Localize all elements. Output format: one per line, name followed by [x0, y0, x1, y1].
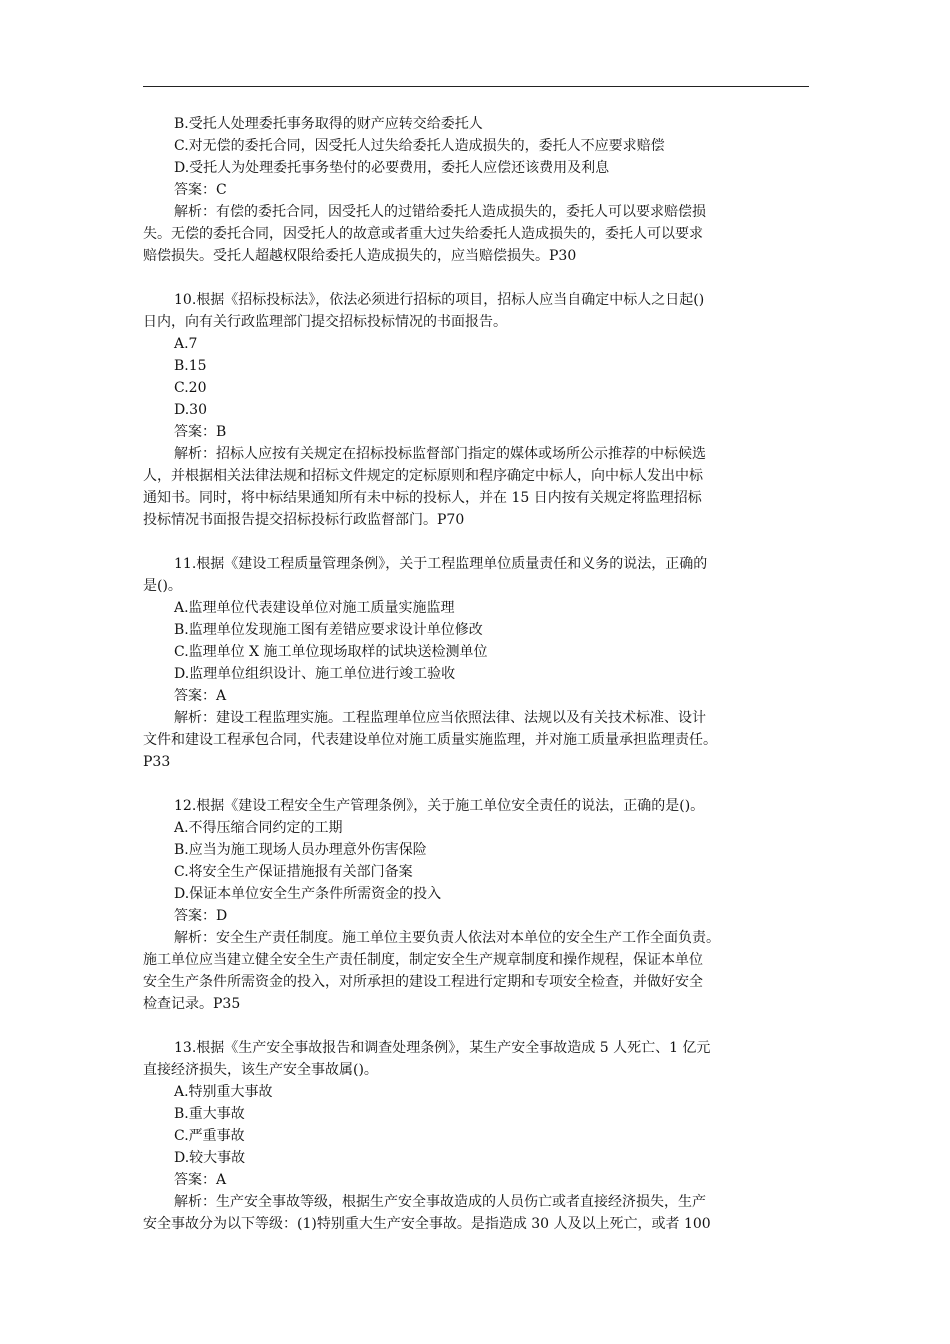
question-stem: 12.根据《建设工程安全生产管理条例》，关于施工单位安全责任的说法，正确的是()。 — [174, 798, 705, 814]
option-c: C.对无偿的委托合同，因受托人过失给委托人造成损失的，委托人不应要求赔偿 — [174, 138, 665, 154]
header-rule — [143, 86, 809, 87]
question-13 — [143, 1037, 809, 1235]
analysis-line: 解析：生产安全事故等级，根据生产安全事故造成的人员伤亡或者直接经济损失，生产 — [174, 1194, 706, 1210]
question-12 — [143, 795, 809, 1015]
question-stem: 10.根据《招标投标法》，依法必须进行招标的项目，招标人应当自确定中标人之日起() — [174, 292, 705, 308]
spacer — [143, 267, 809, 289]
option-b: B.重大事故 — [174, 1106, 245, 1122]
option-c: C.将安全生产保证措施报有关部门备案 — [174, 864, 413, 880]
question-stem: 13.根据《生产安全事故报告和调查处理条例》，某生产安全事故造成 5 人死亡、1 亿元 — [174, 1040, 711, 1056]
analysis-line: 解析：有偿的委托合同，因受托人的过错给委托人造成损失的，委托人可以要求赔偿损 — [174, 204, 706, 220]
answer: 答案：A — [174, 1172, 227, 1188]
option-b: B.应当为施工现场人员办理意外伤害保险 — [174, 842, 427, 858]
question-9 — [143, 113, 809, 267]
option-b: B.15 — [174, 358, 207, 374]
spacer — [143, 773, 809, 795]
option-a: A.特别重大事故 — [174, 1084, 273, 1100]
question-11 — [143, 553, 809, 773]
analysis-line: 人，并根据相关法律法规和招标文件规定的定标原则和程序确定中标人，向中标人发出中标 — [143, 468, 703, 484]
answer: 答案：B — [174, 424, 227, 440]
option-b: B.受托人处理委托事务取得的财产应转交给委托人 — [174, 116, 483, 132]
option-b: B.监理单位发现施工图有差错应要求设计单位修改 — [174, 622, 483, 638]
answer: 答案：C — [174, 182, 227, 198]
analysis-line: 投标情况书面报告提交招标投标行政监督部门。P70 — [143, 512, 465, 528]
analysis-line: P33 — [143, 754, 171, 770]
analysis-line: 检查记录。P35 — [143, 996, 241, 1012]
analysis-line: 解析：安全生产责任制度。施工单位主要负责人依法对本单位的安全生产工作全面负责。 — [174, 930, 720, 946]
document-body — [143, 113, 809, 1235]
option-a: A.监理单位代表建设单位对施工质量实施监理 — [174, 600, 455, 616]
analysis-line: 施工单位应当建立健全安全生产责任制度，制定安全生产规章制度和操作规程，保证本单位 — [143, 952, 703, 968]
option-d: D.30 — [174, 402, 207, 418]
option-d: D.监理单位组织设计、施工单位进行竣工验收 — [174, 666, 456, 682]
option-a: A.7 — [174, 336, 198, 352]
option-c: C.20 — [174, 380, 207, 396]
answer: 答案：A — [174, 688, 227, 704]
analysis-line: 安全事故分为以下等级：(1)特别重大生产安全事故。是指造成 30 人及以上死亡，或者 100 — [143, 1216, 711, 1232]
analysis-line: 赔偿损失。受托人超越权限给委托人造成损失的，应当赔偿损失。P30 — [143, 248, 577, 264]
option-d: D.保证本单位安全生产条件所需资金的投入 — [174, 886, 442, 902]
option-a: A.不得压缩合同约定的工期 — [174, 820, 343, 836]
analysis-line: 解析：招标人应按有关规定在招标投标监督部门指定的媒体或场所公示推荐的中标候选 — [174, 446, 706, 462]
analysis-line: 失。无偿的委托合同，因受托人的故意或者重大过失给委托人造成损失的，委托人可以要求 — [143, 226, 703, 242]
analysis-line: 通知书。同时，将中标结果通知所有未中标的投标人，并在 15 日内按有关规定将监理招标 — [143, 490, 702, 506]
analysis-line: 文件和建设工程承包合同，代表建设单位对施工质量实施监理，并对施工质量承担监理责任。 — [143, 732, 717, 748]
question-10 — [143, 289, 809, 531]
question-stem: 直接经济损失，该生产安全事故属()。 — [143, 1062, 378, 1078]
option-c: C.严重事故 — [174, 1128, 245, 1144]
analysis-line: 安全生产条件所需资金的投入，对所承担的建设工程进行定期和专项安全检查，并做好安全 — [143, 974, 703, 990]
option-d: D.受托人为处理委托事务垫付的必要费用，委托人应偿还该费用及利息 — [174, 160, 610, 176]
option-d: D.较大事故 — [174, 1150, 246, 1166]
question-stem: 11.根据《建设工程质量管理条例》，关于工程监理单位质量责任和义务的说法，正确的 — [174, 556, 708, 572]
question-stem: 日内，向有关行政监理部门提交招标投标情况的书面报告。 — [143, 314, 507, 330]
answer: 答案：D — [174, 908, 228, 924]
question-stem: 是()。 — [143, 578, 182, 594]
analysis-line: 解析：建设工程监理实施。工程监理单位应当依照法律、法规以及有关技术标准、设计 — [174, 710, 706, 726]
spacer — [143, 1015, 809, 1037]
spacer — [143, 531, 809, 553]
option-c: C.监理单位 X 施工单位现场取样的试块送检测单位 — [174, 644, 488, 660]
